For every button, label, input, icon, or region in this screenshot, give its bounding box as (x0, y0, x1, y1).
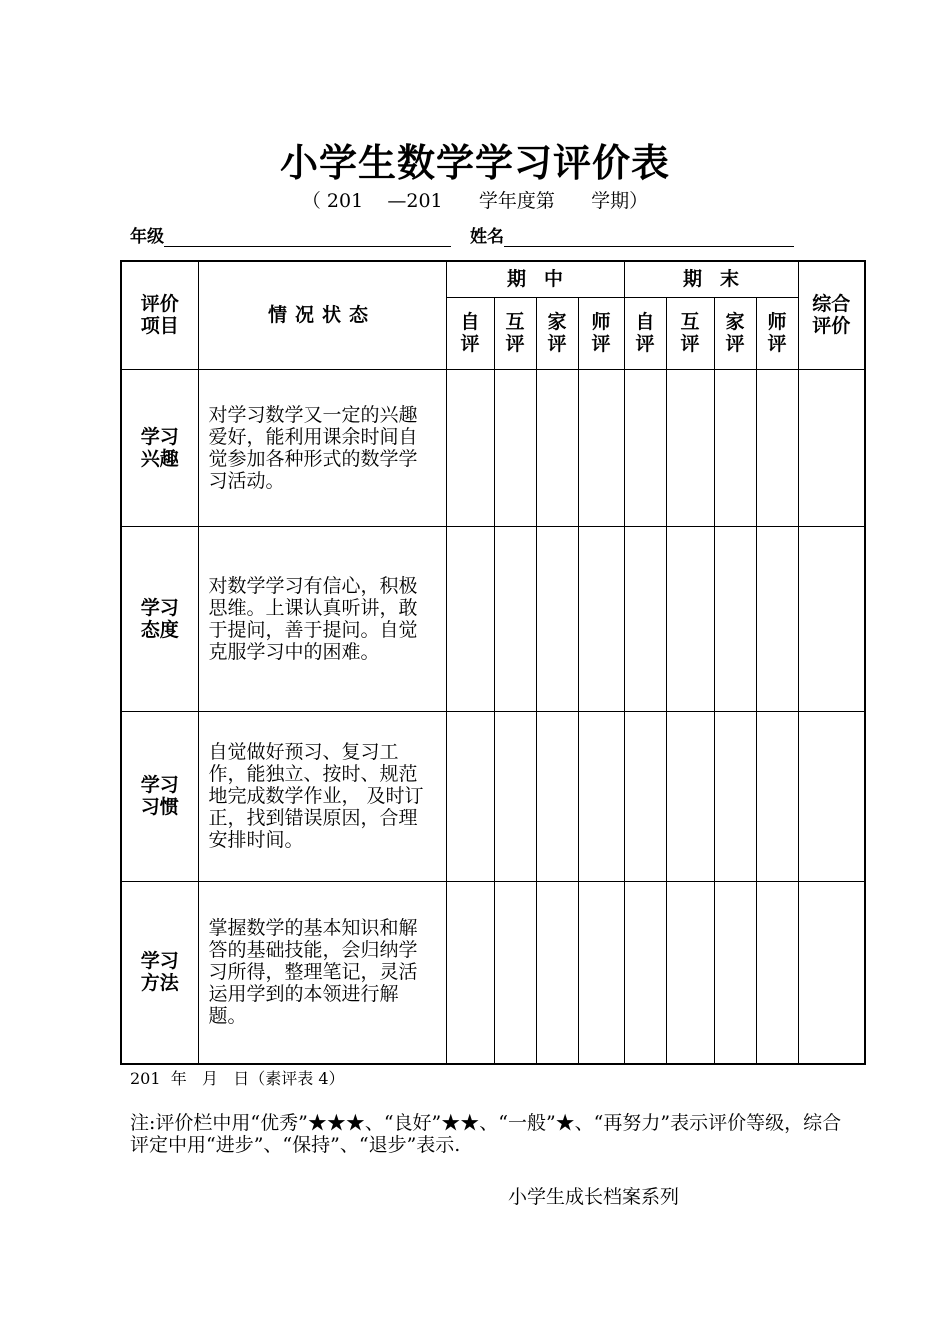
legend-note: 注:评价栏中用“优秀”★★★、“良好”★★、“一般”★、“再努力”表示评价等级，综合评定中用“进步”、“保持”、“退步”表示. (130, 1112, 842, 1156)
row-item: 学习 习惯 (121, 711, 198, 881)
rating-cell[interactable] (714, 526, 756, 711)
rating-cell[interactable] (666, 369, 714, 526)
rating-cell[interactable] (446, 369, 494, 526)
table-row (121, 526, 865, 711)
rating-cell[interactable] (536, 711, 578, 881)
sub-teacher-final: 师 评 (756, 297, 798, 369)
row-desc: 对数学学习有信心，积极思维。上课认真听讲，敢于提问，善于提问。自觉克服学习中的困难。 (198, 526, 446, 711)
header-final: 期末 (624, 261, 798, 297)
row-item: 学习 态度 (121, 526, 198, 711)
sub-peer-final: 互 评 (666, 297, 714, 369)
rating-cell[interactable] (714, 711, 756, 881)
rating-cell[interactable] (666, 526, 714, 711)
rating-cell[interactable] (624, 526, 666, 711)
grade-label: 年级 (130, 227, 164, 247)
rating-cell[interactable] (624, 881, 666, 1064)
rating-cell[interactable] (446, 881, 494, 1064)
rating-cell[interactable] (624, 711, 666, 881)
rating-cell[interactable] (494, 526, 536, 711)
rating-cell[interactable] (756, 526, 798, 711)
rating-cell[interactable] (756, 369, 798, 526)
row-desc: 自觉做好预习、复习工作，能独立、按时、规范地完成数学作业， 及时订正，找到错误原因，合理安排时间。 (198, 711, 446, 881)
rating-cell[interactable] (536, 526, 578, 711)
rating-cell[interactable] (756, 711, 798, 881)
rating-cell[interactable] (624, 369, 666, 526)
series-footer: 小学生成长档案系列 (508, 1186, 680, 1208)
rating-cell[interactable] (578, 526, 624, 711)
table-row (121, 711, 865, 881)
rating-cell[interactable] (494, 711, 536, 881)
sub-self-final: 自 评 (624, 297, 666, 369)
rating-cell[interactable] (578, 369, 624, 526)
table-row (121, 881, 865, 1064)
overall-cell[interactable] (798, 881, 865, 1064)
sub-self-mid: 自 评 (446, 297, 494, 369)
evaluation-table (120, 260, 866, 1065)
name-label: 姓名 (470, 227, 504, 247)
grade-field[interactable] (130, 222, 451, 247)
page-title: 小学生数学学习评价表 (279, 141, 670, 185)
header-midterm: 期中 (446, 261, 624, 297)
school-term-line: （ 201 —201 学年度第 学期） (301, 190, 649, 212)
rating-cell[interactable] (446, 711, 494, 881)
header-row-1 (121, 261, 865, 297)
sub-parent-final: 家 评 (714, 297, 756, 369)
rating-cell[interactable] (536, 881, 578, 1064)
rating-cell[interactable] (756, 881, 798, 1064)
row-desc: 掌握数学的基本知识和解答的基础技能，会归纳学习所得，整理笔记，灵活运用学到的本领进行解题。 (198, 881, 446, 1064)
sub-peer-mid: 互 评 (494, 297, 536, 369)
header-status: 情况状态 (198, 261, 446, 369)
rating-cell[interactable] (446, 526, 494, 711)
sub-parent-mid: 家 评 (536, 297, 578, 369)
overall-cell[interactable] (798, 526, 865, 711)
date-line: 201 年 月 日（素评表 4） (130, 1069, 345, 1088)
overall-cell[interactable] (798, 369, 865, 526)
rating-cell[interactable] (666, 881, 714, 1064)
rating-cell[interactable] (666, 711, 714, 881)
rating-cell[interactable] (714, 881, 756, 1064)
header-item: 评价 项目 (121, 261, 198, 369)
row-item: 学习 方法 (121, 881, 198, 1064)
rating-cell[interactable] (536, 369, 578, 526)
rating-cell[interactable] (578, 711, 624, 881)
name-blank[interactable] (504, 228, 794, 247)
rating-cell[interactable] (494, 881, 536, 1064)
overall-cell[interactable] (798, 711, 865, 881)
grade-blank[interactable] (164, 228, 451, 247)
rating-cell[interactable] (578, 881, 624, 1064)
rating-cell[interactable] (714, 369, 756, 526)
row-item: 学习 兴趣 (121, 369, 198, 526)
name-field[interactable] (470, 222, 794, 247)
rating-cell[interactable] (494, 369, 536, 526)
table-row (121, 369, 865, 526)
sub-teacher-mid: 师 评 (578, 297, 624, 369)
row-desc: 对学习数学又一定的兴趣爱好，能利用课余时间自觉参加各种形式的数学学习活动。 (198, 369, 446, 526)
header-overall: 综合 评价 (798, 261, 865, 369)
